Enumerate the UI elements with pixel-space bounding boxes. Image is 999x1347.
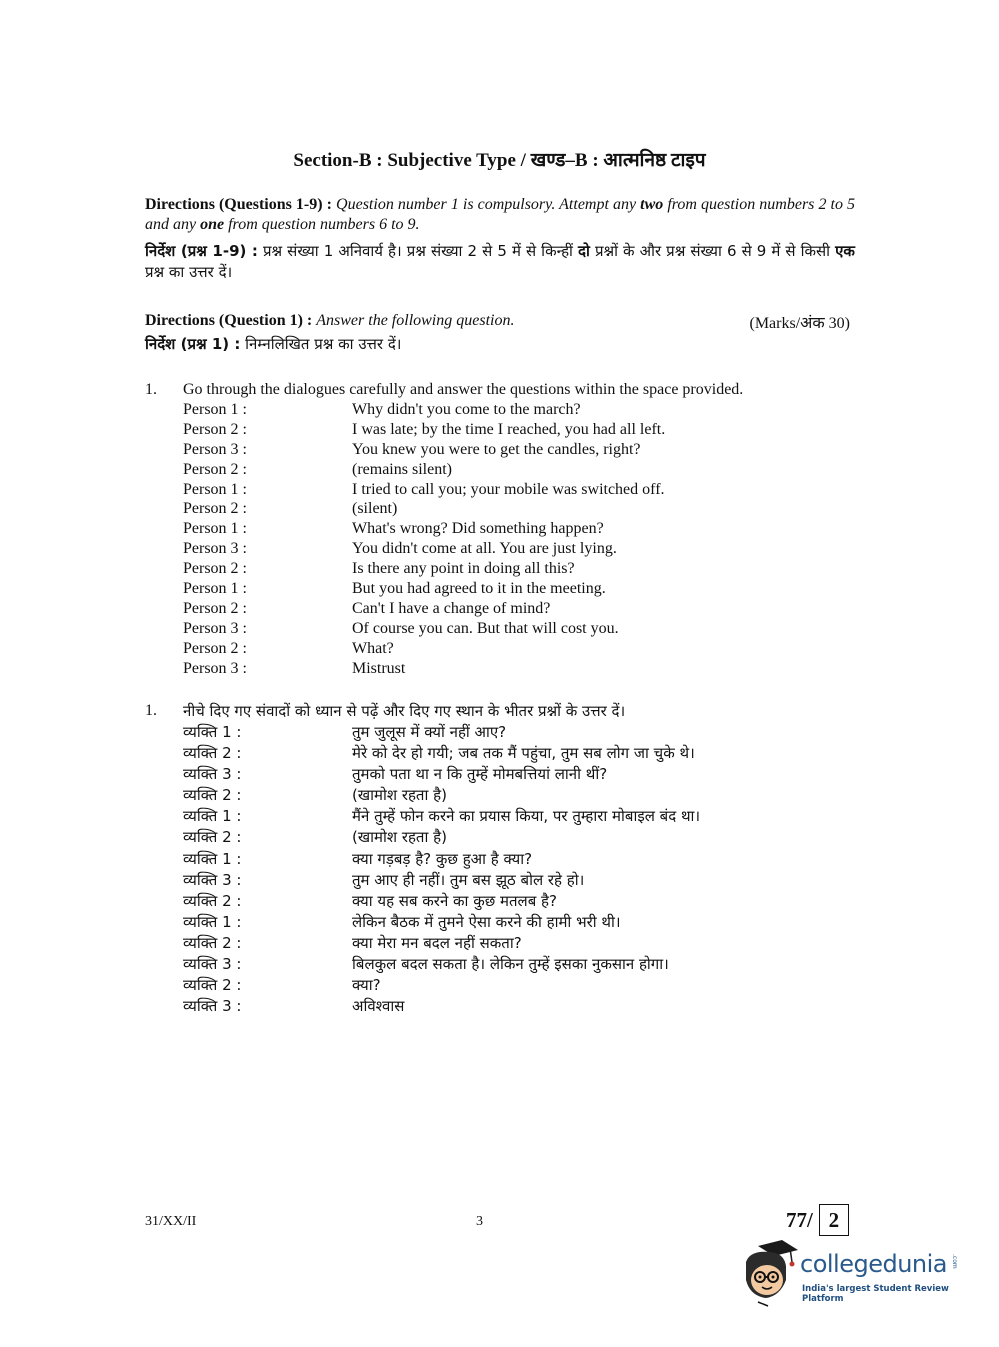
dialogue-speaker: Person 1 :: [183, 580, 247, 598]
set-box: 2: [819, 1204, 849, 1236]
dialogue-line: मेरे को देर हो गयी; जब तक मैं पहुंचा, तुम सब लोग जा चुके थे।: [352, 744, 695, 763]
dialogue-row: [183, 933, 863, 954]
dialogue-speaker: Person 1 :: [183, 480, 247, 498]
dialogue-row: [183, 722, 863, 743]
dialogue-speaker: Person 1 :: [183, 401, 247, 418]
dialogue-speaker: Person 3 :: [183, 659, 247, 677]
dialogue-row: [183, 619, 863, 639]
dialogue-row: [183, 480, 863, 500]
dialogue-speaker: व्यक्ति 2 :: [183, 744, 242, 763]
page-number: 3: [476, 1214, 483, 1229]
dialogue-row: [183, 849, 863, 870]
dialogue-row: [183, 460, 863, 480]
dialogue-row: [183, 743, 863, 764]
dialogue-row: [183, 785, 863, 806]
dialogue-speaker: व्यक्ति 2 :: [183, 976, 242, 995]
dialogue-row: [183, 579, 863, 599]
dialogue-line: बिलकुल बदल सकता है। लेकिन तुम्हें इसका नुकसान होगा।: [352, 955, 669, 974]
dialogue-row: [183, 519, 863, 539]
dialogue-speaker: व्यक्ति 3 :: [183, 870, 242, 889]
dialogue-row: [183, 891, 863, 912]
dialogue-row: [183, 599, 863, 619]
dialogue-speaker: Person 2 :: [183, 460, 247, 478]
dialogue-row: [183, 912, 863, 933]
question-text-en: Go through the dialogues carefully and answer the questions within the space provided.: [183, 381, 744, 398]
dialogue-row: [183, 539, 863, 559]
dialogue-speaker: Person 1 :: [183, 520, 247, 538]
dialogue-line: अविश्वास: [352, 997, 405, 1016]
dialogue-row: [183, 954, 863, 975]
dialogue-speaker: व्यक्ति 1 :: [183, 912, 242, 931]
directions-all-hi: निर्देश (प्रश्न 1-9) : प्रश्न संख्या 1 अनिवार्य है। प्रश्न संख्या 2 से 5 में से किन्हीं दो प्रश्नों के और प्रश्न संख्या 6 से 9 में से किसी एक प्रश्न का उत्तर दें।: [145, 242, 855, 281]
dialogue-row: [183, 827, 863, 848]
dialogue-line: तुम आए ही नहीं। तुम बस झूठ बोल रहे हो।: [352, 870, 585, 889]
dialogue-line: Mistrust: [352, 659, 406, 677]
dialogue-speaker: व्यक्ति 2 :: [183, 933, 242, 952]
directions-all-hi-label: निर्देश (प्रश्न 1-9) :: [145, 242, 258, 260]
dialogue-line: I was late; by the time I reached, you had all left.: [352, 420, 666, 438]
dialogue-line: Is there any point in doing all this?: [352, 560, 575, 578]
dialogue-speaker: Person 2 :: [183, 420, 247, 438]
question-number-hi: 1.: [145, 702, 157, 719]
dialogue-speaker: Person 2 :: [183, 639, 247, 657]
mascot-icon: [740, 1240, 800, 1310]
marks-label: (Marks/अंक 30): [749, 315, 850, 332]
dialogue-line: What's wrong? Did something happen?: [352, 520, 604, 538]
dialogue-line: You knew you were to get the candles, right?: [352, 440, 641, 458]
dialogue-line: क्या?: [352, 976, 381, 995]
logo-suffix: .com: [951, 1254, 958, 1269]
dialogue-row: [183, 806, 863, 827]
dialogue-line: तुम जुलूस में क्यों नहीं आए?: [352, 723, 507, 741]
dialogue-speaker: व्यक्ति 3 :: [183, 765, 242, 784]
dialogue-line: क्या गड़बड़ है? कुछ हुआ है क्या?: [352, 849, 533, 868]
dialogue-line: You didn't come at all. You are just lying.: [352, 540, 617, 558]
dialogue-line: (खामोश रहता है): [352, 786, 447, 805]
dialogue-line: क्या यह सब करने का कुछ मतलब है?: [352, 891, 557, 910]
dialogue-speaker: व्यक्ति 2 :: [183, 891, 242, 910]
dialogue-speaker: Person 2 :: [183, 560, 247, 578]
dialogue-row: [183, 764, 863, 785]
directions-all-en-label: Directions (Questions 1-9) :: [145, 196, 332, 213]
dialogue-row: [183, 440, 863, 460]
dialogue-speaker: व्यक्ति 1 :: [183, 723, 242, 741]
dialogue-speaker: Person 3 :: [183, 619, 247, 637]
dialogue-speaker: व्यक्ति 2 :: [183, 828, 242, 847]
dialogue-speaker: व्यक्ति 3 :: [183, 997, 242, 1016]
dialogue-line: But you had agreed to it in the meeting.: [352, 580, 606, 598]
dialogue-row: [183, 499, 863, 519]
question-number: 1.: [145, 381, 157, 398]
dialogue-speaker: Person 2 :: [183, 500, 247, 518]
dialogue-row: [183, 870, 863, 891]
dialogue-line: (silent): [352, 500, 398, 518]
dialogue-speaker: व्यक्ति 2 :: [183, 786, 242, 805]
dialogue-line: मैंने तुम्हें फोन करने का प्रयास किया, पर तुम्हारा मोबाइल बंद था।: [352, 807, 701, 826]
dialogue-line: I tried to call you; your mobile was switched off.: [352, 480, 665, 498]
dialogue-speaker: व्यक्ति 1 :: [183, 807, 242, 826]
directions-q1-hi: निर्देश (प्रश्न 1) : निम्नलिखित प्रश्न का उत्तर दें।: [145, 335, 402, 353]
collegedunia-logo[interactable]: [740, 1240, 970, 1310]
dialogue-line: (remains silent): [352, 460, 452, 478]
set-prefix: 77/: [786, 1207, 813, 1232]
dialogue-speaker: Person 3 :: [183, 540, 247, 558]
dialogue-line: लेकिन बैठक में तुमने ऐसा करने की हामी भरी थी।: [352, 912, 621, 931]
dialogue-row: [183, 400, 863, 420]
section-title: Section-B : Subjective Type / खण्ड–B : आत्मनिष्ठ टाइप: [293, 150, 706, 171]
logo-tagline: India's largest Student Review Platform: [802, 1284, 949, 1304]
dialogue-speaker: Person 2 :: [183, 599, 247, 617]
dialogue-speaker: व्यक्ति 1 :: [183, 849, 242, 868]
dialogue-list-en: [183, 400, 863, 678]
dialogue-line: Why didn't you come to the march?: [352, 401, 581, 418]
dialogue-speaker: व्यक्ति 3 :: [183, 955, 242, 974]
dialogue-row: [183, 659, 863, 679]
dialogue-line: क्या मेरा मन बदल नहीं सकता?: [352, 933, 522, 952]
paper-code: 31/XX/II: [145, 1214, 197, 1229]
directions-all-en: Directions (Questions 1-9) : Question number 1 is compulsory. Attempt any two from question numbers 2 to 5 and any one from question numbers 6 to 9.: [145, 196, 856, 233]
dialogue-speaker: Person 3 :: [183, 440, 247, 458]
question-text-hi: नीचे दिए गए संवादों को ध्यान से पढ़ें और दिए गए स्थान के भीतर प्रश्नों के उत्तर दें।: [183, 702, 626, 720]
dialogue-row: [183, 975, 863, 996]
dialogue-line: (खामोश रहता है): [352, 828, 447, 847]
dialogue-list-hi: [183, 722, 863, 1017]
logo-name: collegedunia: [800, 1250, 948, 1278]
dialogue-line: What?: [352, 639, 394, 657]
set-code: [786, 1204, 849, 1236]
dialogue-row: [183, 559, 863, 579]
dialogue-line: Of course you can. But that will cost you.: [352, 619, 619, 637]
dialogue-row: [183, 420, 863, 440]
directions-q1-en: Directions (Question 1) : Answer the following question.: [145, 312, 515, 329]
dialogue-line: Can't I have a change of mind?: [352, 599, 551, 617]
dialogue-row: [183, 996, 863, 1017]
dialogue-row: [183, 639, 863, 659]
dialogue-line: तुमको पता था न कि तुम्हें मोमबत्तियां लानी थीं?: [352, 765, 608, 784]
